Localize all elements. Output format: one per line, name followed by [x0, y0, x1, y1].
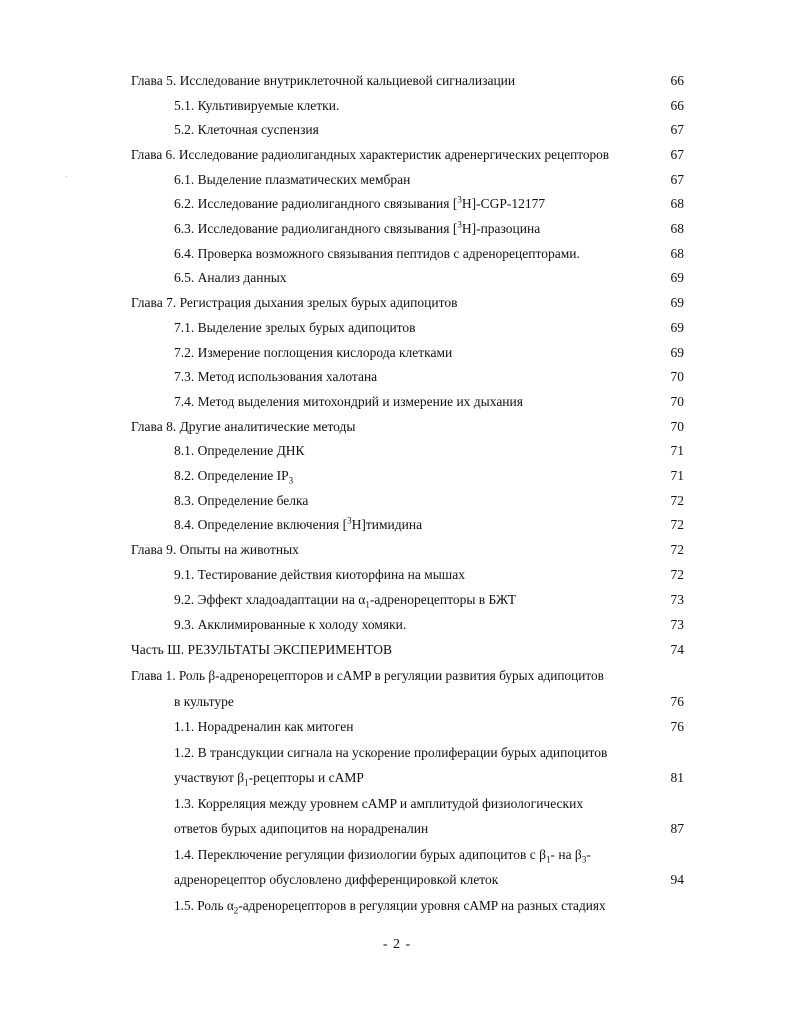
page-number: - 2 - [382, 937, 412, 952]
toc-text: 9.2. Эффект хладоадаптации на α [174, 592, 366, 607]
toc-page-number: 69 [670, 270, 684, 285]
toc-section-6-2 [174, 195, 545, 213]
toc-section-5-1: 5.1. Культивируемые клетки. [174, 98, 340, 113]
toc-page-number: 74 [670, 642, 684, 657]
toc-page-number: 70 [670, 394, 684, 409]
toc-text: H]тимидина [351, 517, 423, 532]
toc-page-number: 76 [670, 719, 684, 734]
toc-page-number: 67 [670, 172, 684, 187]
toc-section-7-3: 7.3. Метод использования халотана [174, 369, 378, 384]
toc-page-number: 70 [670, 419, 684, 434]
superscript: 3 [347, 515, 352, 526]
toc-chapter-5: Глава 5. Исследование внутриклеточной кальциевой сигнализации [131, 73, 516, 88]
toc-section-8-2 [174, 467, 293, 485]
toc-chapter-7: Глава 7. Регистрация дыхания зрелых бурых адипоцитов [131, 295, 458, 310]
toc-section-7-2: 7.2. Измерение поглощения кислорода клетками [174, 345, 453, 360]
toc-page-number: 81 [670, 770, 684, 785]
toc-text: -адренорецепторов в регуляции уровня cAMP на разных стадиях [238, 898, 606, 913]
toc-chapter-1-continued: в культуре [174, 694, 234, 709]
toc-section-7-4: 7.4. Метод выделения митохондрий и измерение их дыхания [174, 394, 523, 409]
subscript: 2 [233, 905, 239, 916]
scan-speck [66, 176, 67, 177]
toc-page-number: 67 [670, 122, 684, 137]
subscript: 3 [581, 854, 587, 865]
toc-page-number: 66 [670, 73, 684, 88]
toc-section-7-1: 7.1. Выделение зрелых бурых адипоцитов [174, 320, 416, 335]
toc-section-1-3: 1.3. Корреляция между уровнем cAMP и амплитудой физиологических [174, 796, 584, 811]
toc-section-6-4: 6.4. Проверка возможного связывания пептидов с адренорецепторами. [174, 246, 580, 261]
toc-page-number: 69 [670, 345, 684, 360]
toc-page-number: 71 [670, 468, 684, 483]
toc-page-number: 72 [670, 493, 684, 508]
toc-chapter-9: Глава 9. Опыты на животных [131, 542, 299, 557]
toc-section-8-1: 8.1. Определение ДНК [174, 443, 305, 458]
subscript: 1 [244, 777, 249, 788]
toc-section-1-4 [174, 846, 591, 864]
toc-chapter-8: Глава 8. Другие аналитические методы [131, 419, 356, 434]
toc-section-6-1: 6.1. Выделение плазматических мембран [174, 172, 411, 187]
toc-page-number: 67 [670, 147, 684, 162]
toc-page-number: 66 [670, 98, 684, 113]
toc-section-1-5 [174, 897, 606, 915]
toc-section-9-3: 9.3. Акклимированные к холоду хомяки. [174, 617, 407, 632]
toc-text: 6.3. Исследование радиолигандного связывания [ [174, 221, 458, 236]
toc-page-number: 72 [670, 542, 684, 557]
toc-page-number: 87 [670, 821, 684, 836]
toc-section-9-1: 9.1. Тестирование действия киоторфина на мышах [174, 567, 465, 582]
toc-page-number: 68 [670, 221, 684, 236]
toc-page-number: 76 [670, 694, 684, 709]
toc-section-6-5: 6.5. Анализ данных [174, 270, 287, 285]
toc-page-number: 73 [670, 592, 684, 607]
subscript: 1 [545, 854, 551, 865]
toc-text: - [586, 847, 591, 862]
toc-section-9-2 [174, 591, 516, 609]
toc-text: 1.4. Переключение регуляции физиологии бурых адипоцитов с β [174, 847, 546, 862]
subscript: 3 [288, 475, 294, 486]
toc-text: 8.4. Определение включения [ [174, 517, 348, 532]
toc-part-3: Часть Ш. РЕЗУЛЬТАТЫ ЭКСПЕРИМЕНТОВ [131, 642, 393, 657]
toc-page-number: 68 [670, 246, 684, 261]
toc-page-number: 68 [670, 196, 684, 211]
toc-section-8-4 [174, 516, 422, 534]
toc-text: -адренорецепторы в БЖТ [369, 592, 517, 607]
toc-text: -рецепторы и cAMP [248, 770, 364, 785]
toc-page-number: 73 [670, 617, 684, 632]
toc-text: 8.2. Определение IP [174, 468, 289, 483]
toc-text: 1.5. Роль α [174, 898, 234, 913]
toc-text: 6.2. Исследование радиолигандного связывания [ [174, 196, 458, 211]
toc-section-6-3 [174, 220, 540, 238]
toc-section-5-2: 5.2. Клеточная суспензия [174, 122, 319, 137]
toc-page-number: 69 [670, 320, 684, 335]
toc-text: участвуют β [174, 770, 245, 785]
toc-chapter-1: Глава 1. Роль β-адренорецепторов и cAMP в регуляции развития бурых адипоцитов [131, 668, 604, 683]
toc-text: H]-празоцина [461, 221, 541, 236]
toc-chapter-6: Глава 6. Исследование радиолигандных характеристик адренергических рецепторов [131, 147, 610, 162]
toc-section-8-3: 8.3. Определение белка [174, 493, 309, 508]
toc-page-number: 94 [670, 872, 684, 887]
toc-page-number: 69 [670, 295, 684, 310]
toc-section-1-1: 1.1. Норадреналин как митоген [174, 719, 354, 734]
toc-text: - на β [550, 847, 582, 862]
subscript: 1 [365, 599, 370, 610]
superscript: 3 [457, 194, 462, 205]
toc-page-number: 71 [670, 443, 684, 458]
superscript: 3 [457, 219, 462, 230]
toc-page-number: 72 [670, 517, 684, 532]
toc-page-number: 72 [670, 567, 684, 582]
toc-section-1-4-continued: адренорецептор обусловлено дифференцировкой клеток [174, 872, 499, 887]
toc-section-1-2-continued [174, 769, 364, 787]
toc-section-1-3-continued: ответов бурых адипоцитов на норадреналин [174, 821, 429, 836]
toc-text: H]-CGP-12177 [461, 196, 546, 211]
toc-page-number: 70 [670, 369, 684, 384]
toc-section-1-2: 1.2. В трансдукции сигнала на ускорение пролиферации бурых адипоцитов [174, 745, 608, 760]
